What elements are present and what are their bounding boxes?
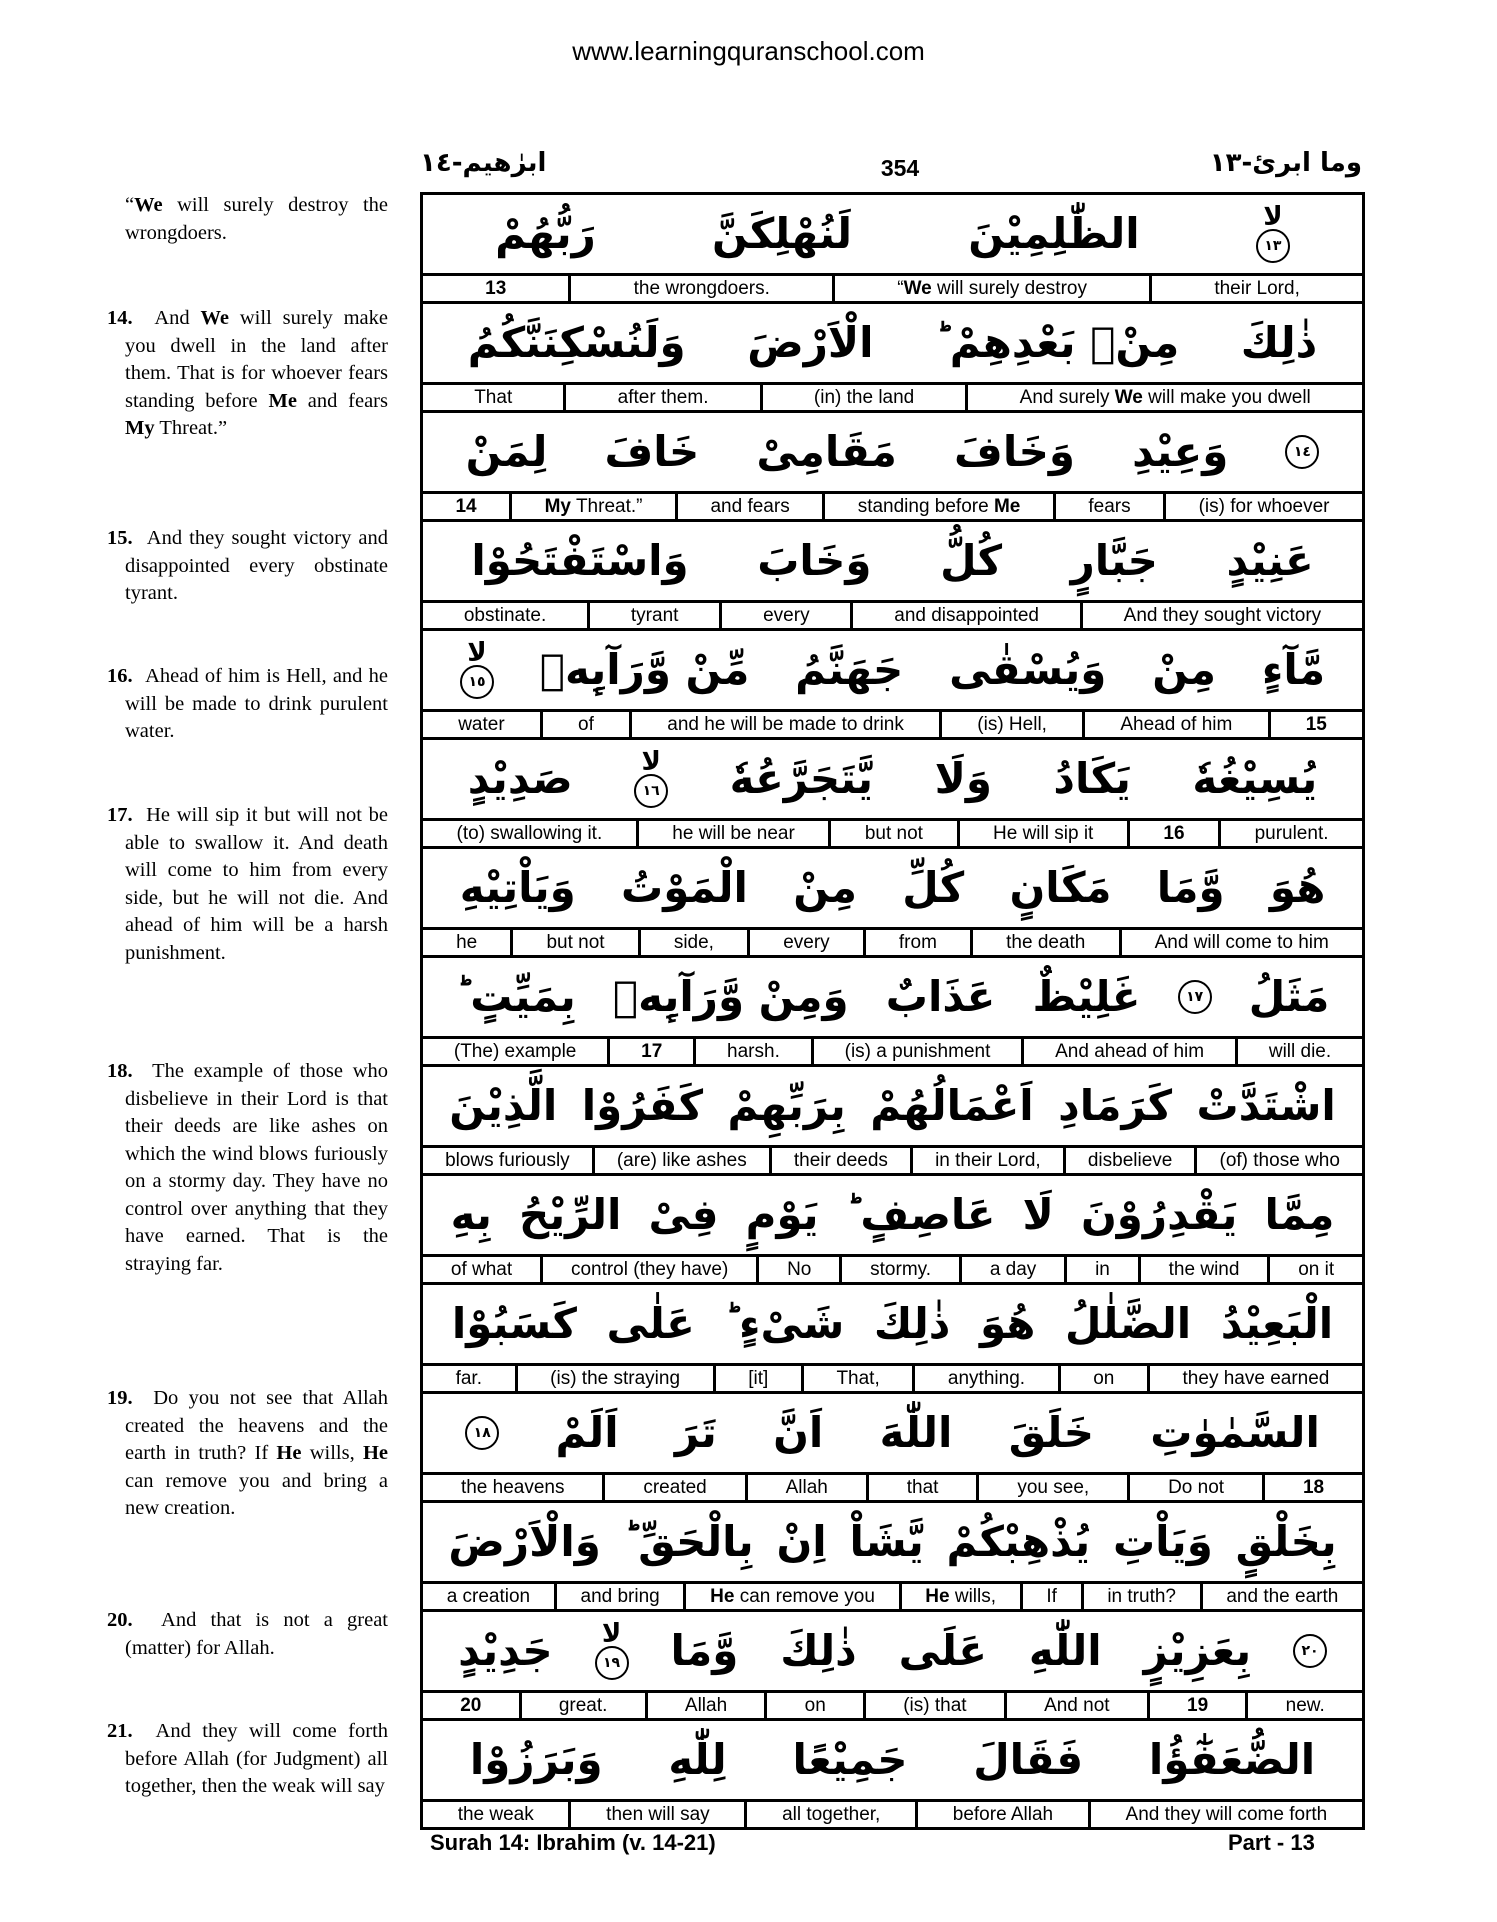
arabic-word: الضُّعَفٰٓؤُا bbox=[1148, 1735, 1316, 1784]
arabic-word: وَاسْتَفْتَحُوْا bbox=[471, 536, 689, 585]
arabic-word: مِّنْ وَّرَآىِٕهٖ bbox=[539, 645, 750, 694]
verse-number-circle-icon: ١٣ bbox=[1256, 229, 1290, 263]
arabic-word: فَقَالَ bbox=[973, 1735, 1084, 1784]
english-row bbox=[423, 494, 1362, 522]
arabic-row bbox=[423, 1067, 1362, 1148]
word-meaning-cell: but not bbox=[510, 930, 637, 955]
arabic-word: ذٰلِكَ bbox=[1240, 318, 1318, 367]
arabic-word: جَبَّارٍ bbox=[1070, 536, 1158, 585]
word-meaning-cell: He can remove you bbox=[683, 1584, 898, 1609]
arabic-row bbox=[423, 849, 1362, 930]
arabic-word: خَلَقَ bbox=[1008, 1408, 1094, 1457]
verse-number: 18. bbox=[107, 1060, 153, 1082]
english-row bbox=[423, 385, 1362, 413]
arabic-word: كُلِّ bbox=[902, 863, 965, 912]
translation-verse bbox=[107, 663, 388, 746]
verse-number: 14. bbox=[107, 307, 155, 329]
word-meaning-cell: No bbox=[756, 1257, 839, 1282]
arabic-row bbox=[423, 1285, 1362, 1366]
verse-end-marker bbox=[595, 1619, 629, 1680]
verse-number: 16. bbox=[107, 665, 146, 687]
word-meaning-cell: Allah bbox=[745, 1475, 866, 1500]
arabic-row bbox=[423, 958, 1362, 1039]
arabic-word: وَلَنُسْكِنَنَّكُمُ bbox=[467, 318, 686, 367]
arabic-word: وَيُسْقٰى bbox=[949, 645, 1107, 694]
word-meaning-cell: the heavens bbox=[460, 1477, 565, 1498]
arabic-word: كَسَبُوْا bbox=[451, 1299, 577, 1348]
arabic-word: عَلَى bbox=[898, 1626, 987, 1675]
arabic-word: يُذْهِبْكُمْ bbox=[946, 1517, 1091, 1566]
word-meaning-cell: and disappointed bbox=[850, 603, 1079, 628]
word-meaning-cell: purulent. bbox=[1218, 821, 1362, 846]
verse-number: 21. bbox=[107, 1720, 156, 1742]
arabic-word: اِنْ bbox=[776, 1517, 827, 1566]
verse-number: 17. bbox=[107, 804, 147, 826]
word-meaning-cell: of what bbox=[450, 1259, 513, 1280]
verse-number-cell: 17 bbox=[607, 1039, 693, 1064]
word-meaning-cell: they have earned bbox=[1147, 1366, 1362, 1391]
arabic-word: وَيَاْتِ bbox=[1112, 1517, 1213, 1566]
arabic-word: غَلِيْظٌ bbox=[1032, 972, 1141, 1021]
arabic-row bbox=[423, 1503, 1362, 1584]
arabic-word: كَرَمَادِ bbox=[1058, 1081, 1173, 1130]
arabic-word: بِعَزِيْزٍ bbox=[1143, 1626, 1252, 1675]
word-meaning-cell: He will sip it bbox=[957, 821, 1127, 846]
word-meaning-cell: in truth? bbox=[1081, 1584, 1200, 1609]
arabic-word: اَنَّ bbox=[773, 1408, 824, 1457]
part-footer: Part - 13 bbox=[1228, 1830, 1315, 1855]
arabic-word: مِنْۢ بَعْدِهِمْ ؕ bbox=[935, 318, 1180, 367]
verse-number-cell: 16 bbox=[1127, 821, 1218, 846]
verse-number: 19. bbox=[107, 1387, 154, 1409]
word-meaning-cell: then will say bbox=[568, 1802, 744, 1827]
word-meaning-cell: fears bbox=[1053, 494, 1163, 519]
english-row bbox=[423, 1366, 1362, 1394]
english-row bbox=[423, 1039, 1362, 1067]
verse-number-cell: 20 bbox=[460, 1695, 482, 1716]
arabic-word: تَرَ bbox=[674, 1408, 717, 1457]
word-meaning-cell: [it] bbox=[713, 1366, 801, 1391]
arabic-word: وَّمَا bbox=[670, 1626, 739, 1675]
verse-number-circle-icon: ١٩ bbox=[595, 1646, 629, 1680]
word-meaning-cell: That bbox=[474, 387, 513, 408]
word-meaning-cell: the wind bbox=[1138, 1257, 1268, 1282]
word-meaning-cell: he bbox=[456, 932, 478, 953]
arabic-word: لَا bbox=[1022, 1190, 1054, 1239]
verse-text: He will sip it but will not be able to swallow it. And death will come to him from every side, but he will not die. And ahead of him will be a harsh punishment. bbox=[125, 804, 389, 964]
arabic-word: ذٰلِكَ bbox=[780, 1626, 857, 1675]
word-meaning-cell: and bring bbox=[554, 1584, 684, 1609]
word-meaning-cell: disbelieve bbox=[1063, 1148, 1195, 1173]
surah-header-arabic: ابرٰھیم-١٤ bbox=[420, 148, 547, 178]
part-header-arabic: وما ابرئ-١٣ bbox=[1209, 148, 1362, 178]
arabic-row bbox=[423, 195, 1362, 276]
word-meaning-cell: every bbox=[719, 603, 850, 628]
word-meaning-cell: their Lord, bbox=[1149, 276, 1362, 301]
verse-number-cell: 15 bbox=[1268, 712, 1363, 737]
word-meaning-cell: he will be near bbox=[636, 821, 829, 846]
arabic-word: الْاَرْضَ bbox=[747, 318, 874, 367]
verse-number-cell: 14 bbox=[455, 496, 477, 517]
verse-number-circle-icon: ١٨ bbox=[465, 1416, 499, 1450]
verse-number-cell: 18 bbox=[1262, 1475, 1362, 1500]
word-meaning-cell: a creation bbox=[446, 1586, 531, 1607]
arabic-word: الضَّلٰلُ bbox=[1064, 1299, 1192, 1348]
word-meaning-cell: tyrant bbox=[587, 603, 719, 628]
word-meaning-cell: stormy. bbox=[839, 1257, 959, 1282]
arabic-word: مِمَّا bbox=[1264, 1190, 1335, 1239]
word-meaning-cell: (are) like ashes bbox=[592, 1148, 769, 1173]
arabic-word: عَاصِفٍ ؕ bbox=[845, 1190, 996, 1239]
verse-text: And they sought victory and disappointed every obstinate tyrant. bbox=[125, 527, 388, 604]
word-meaning-cell: And ahead of him bbox=[1021, 1039, 1235, 1064]
verse-end-marker bbox=[634, 747, 668, 808]
word-meaning-cell: Do not bbox=[1127, 1475, 1262, 1500]
arabic-word: بِرَبِّهِمْ bbox=[727, 1081, 846, 1130]
word-meaning-cell: will die. bbox=[1235, 1039, 1362, 1064]
pause-sign: لا bbox=[467, 638, 487, 668]
word-meaning-cell: (is) the straying bbox=[515, 1366, 713, 1391]
word-meaning-cell: standing before Me bbox=[822, 494, 1053, 519]
arabic-word: ذٰلِكَ bbox=[873, 1299, 951, 1348]
arabic-word: وَخَابَ bbox=[757, 536, 872, 585]
verse-number-circle-icon: ١٧ bbox=[1178, 980, 1212, 1014]
word-meaning-cell: And not bbox=[1004, 1693, 1147, 1718]
word-meaning-cell: on bbox=[1058, 1366, 1147, 1391]
word-meaning-cell: every bbox=[747, 930, 863, 955]
word-meaning-cell: a day bbox=[959, 1257, 1064, 1282]
word-meaning-cell: and the earth bbox=[1200, 1584, 1362, 1609]
translation-verse bbox=[107, 305, 388, 443]
arabic-word: مِنْ bbox=[1152, 645, 1217, 694]
pause-sign: لا bbox=[1263, 202, 1283, 232]
arabic-word: وَّمَا bbox=[1156, 863, 1225, 912]
verse-number-circle-icon: ١٥ bbox=[460, 665, 494, 699]
arabic-word: بِالْحَقِّ ؕ bbox=[623, 1517, 754, 1566]
english-row bbox=[423, 276, 1362, 304]
english-row bbox=[423, 1693, 1362, 1721]
word-meaning-cell: from bbox=[863, 930, 970, 955]
arabic-word: اللّٰهَ bbox=[879, 1408, 953, 1457]
arabic-word: وَبَرَزُوْا bbox=[469, 1735, 603, 1784]
arabic-row bbox=[423, 522, 1362, 603]
arabic-word: شَیْءٍ ؕ bbox=[724, 1299, 845, 1348]
word-meaning-cell: side, bbox=[638, 930, 747, 955]
arabic-word: هُوَ bbox=[979, 1299, 1036, 1348]
arabic-word: فِیْ bbox=[648, 1190, 719, 1239]
verse-text: Ahead of him is Hell, and he will be made to drink purulent water. bbox=[125, 665, 388, 742]
arabic-word: مَّآءٍ bbox=[1261, 645, 1326, 694]
arabic-word: لِمَنْ bbox=[465, 427, 548, 476]
arabic-row bbox=[423, 740, 1362, 821]
translation-verse bbox=[107, 1058, 388, 1278]
word-meaning-cell: water bbox=[458, 714, 505, 735]
word-meaning-cell: If bbox=[1020, 1584, 1081, 1609]
arabic-word: بِهِ bbox=[450, 1190, 492, 1239]
verse-number-cell: 19 bbox=[1147, 1693, 1246, 1718]
word-meaning-cell: on bbox=[764, 1693, 863, 1718]
arabic-word: وَيَاْتِيْهِ bbox=[459, 863, 576, 912]
translation-verse bbox=[107, 1718, 389, 1801]
arabic-word: كَفَرُوْا bbox=[581, 1081, 704, 1130]
arabic-word: الْمَوْتُ bbox=[621, 863, 748, 912]
pause-sign: لا bbox=[641, 747, 661, 777]
verse-text: And they will come forth before Allah (for Judgment) all together, then the weak will say bbox=[125, 1720, 389, 1797]
english-row bbox=[423, 1257, 1362, 1285]
word-meaning-cell: and he will be made to drink bbox=[629, 712, 939, 737]
verse-text: “We will surely destroy the wrongdoers. bbox=[125, 194, 388, 244]
arabic-word: رَبُّهُمْ bbox=[495, 209, 596, 258]
word-meaning-cell: in bbox=[1064, 1257, 1138, 1282]
arabic-row bbox=[423, 1394, 1362, 1475]
arabic-word: يَوْمٍ bbox=[745, 1190, 819, 1239]
verse-text: The example of those who disbelieve in their Lord is that their deeds are like ashes on which the wind blows furiously on a stormy day. They have no control over anything that they have earned. That is the straying far. bbox=[125, 1060, 388, 1275]
arabic-word: خَافَ bbox=[604, 427, 700, 476]
translation-verse bbox=[107, 1385, 388, 1523]
arabic-word: جَمِيْعًا bbox=[792, 1735, 908, 1784]
verse-end-marker bbox=[1256, 202, 1290, 263]
arabic-row bbox=[423, 1612, 1362, 1693]
word-meaning-cell: great. bbox=[519, 1693, 645, 1718]
arabic-row bbox=[423, 631, 1362, 712]
word-meaning-cell: the death bbox=[970, 930, 1118, 955]
word-meaning-cell: their deeds bbox=[769, 1148, 910, 1173]
verse-end-marker bbox=[460, 638, 494, 699]
arabic-row bbox=[423, 413, 1362, 494]
word-meaning-cell: created bbox=[602, 1475, 744, 1500]
arabic-word: وَمِنْ وَّرَآىِٕهٖ bbox=[612, 972, 849, 1021]
arabic-word: صَدِيْدٍ bbox=[467, 754, 573, 803]
word-meaning-cell: Allah bbox=[645, 1693, 765, 1718]
word-meaning-cell: And surely We will make you dwell bbox=[965, 385, 1362, 410]
arabic-word: مَثَلُ bbox=[1248, 972, 1330, 1021]
translation-verse bbox=[107, 802, 389, 967]
word-meaning-cell: My Threat.” bbox=[509, 494, 675, 519]
word-meaning-cell: but not bbox=[828, 821, 956, 846]
arabic-word: السَّمٰوٰتِ bbox=[1150, 1408, 1320, 1457]
english-row bbox=[423, 603, 1362, 631]
word-meaning-cell: “We will surely destroy bbox=[832, 276, 1149, 301]
surah-footer: Surah 14: Ibrahim (v. 14-21) bbox=[430, 1830, 716, 1855]
arabic-word: اَعْمَالُهُمْ bbox=[870, 1081, 1034, 1130]
arabic-word: يَقْدِرُوْنَ bbox=[1080, 1190, 1238, 1239]
arabic-word: يَّشَاْ bbox=[849, 1517, 924, 1566]
word-meaning-cell: on it bbox=[1267, 1257, 1362, 1282]
word-meaning-cell: harsh. bbox=[693, 1039, 811, 1064]
arabic-row bbox=[423, 1176, 1362, 1257]
verse-number: 20. bbox=[107, 1609, 162, 1631]
arabic-word: عَذَابٌ bbox=[885, 972, 996, 1021]
word-meaning-cell: And they sought victory bbox=[1080, 603, 1362, 628]
arabic-row bbox=[423, 1721, 1362, 1802]
word-meaning-cell: (in) the land bbox=[760, 385, 966, 410]
word-meaning-cell: new. bbox=[1245, 1693, 1362, 1718]
word-meaning-cell: anything. bbox=[912, 1366, 1057, 1391]
word-meaning-cell: of bbox=[540, 712, 629, 737]
arabic-word: جَدِيْدٍ bbox=[458, 1626, 553, 1675]
word-meaning-cell: Ahead of him bbox=[1082, 712, 1267, 737]
verse-text: And We will surely make you dwell in the land after them. That is for whoever fears standing before Me and fears My Threat.” bbox=[125, 307, 388, 439]
arabic-word: اشْتَدَّتْ bbox=[1196, 1081, 1336, 1130]
arabic-word: مَقَامِیْ bbox=[756, 427, 897, 476]
word-meaning-cell: (to) swallowing it. bbox=[456, 823, 603, 844]
arabic-word: الرِّيْحُ bbox=[519, 1190, 622, 1239]
word-meaning-cell: (of) those who bbox=[1194, 1148, 1362, 1173]
english-row bbox=[423, 1475, 1362, 1503]
page-number: 354 bbox=[880, 155, 920, 181]
arabic-word: لِلّٰهِ bbox=[668, 1735, 727, 1784]
word-meaning-cell: after them. bbox=[563, 385, 759, 410]
word-meaning-cell: before Allah bbox=[915, 1802, 1088, 1827]
translation-verse bbox=[107, 525, 388, 608]
translation-verse bbox=[125, 192, 388, 247]
verse-number-circle-icon: ١٤ bbox=[1285, 435, 1319, 469]
word-meaning-cell: (is) Hell, bbox=[939, 712, 1082, 737]
verse-end-marker bbox=[465, 1416, 499, 1450]
word-meaning-cell: that bbox=[866, 1475, 977, 1500]
verse-end-marker bbox=[1285, 435, 1319, 469]
english-row bbox=[423, 712, 1362, 740]
word-by-word-table bbox=[420, 192, 1365, 1830]
word-meaning-cell: blows furiously bbox=[445, 1150, 570, 1171]
english-row bbox=[423, 1584, 1362, 1612]
arabic-word: عَلٰى bbox=[606, 1299, 695, 1348]
verse-number-circle-icon: ٢٠ bbox=[1293, 1634, 1327, 1668]
arabic-word: كُلُّ bbox=[940, 536, 1003, 585]
verse-number-cell: 13 bbox=[485, 278, 507, 299]
pause-sign: لا bbox=[601, 1619, 622, 1649]
translation-column bbox=[107, 0, 389, 1922]
arabic-word: بِخَلْقٍ bbox=[1235, 1517, 1337, 1566]
word-meaning-cell: the wrongdoers. bbox=[568, 276, 832, 301]
arabic-row bbox=[423, 304, 1362, 385]
word-meaning-cell: in their Lord, bbox=[910, 1148, 1063, 1173]
arabic-word: يُسِيْغُهٗ bbox=[1192, 754, 1318, 803]
english-row bbox=[423, 821, 1362, 849]
word-meaning-cell: That, bbox=[801, 1366, 912, 1391]
arabic-word: يَكَادُ bbox=[1053, 754, 1131, 803]
word-meaning-cell: all together, bbox=[744, 1802, 915, 1827]
english-row bbox=[423, 1148, 1362, 1176]
arabic-word: مَكَانٍ bbox=[1009, 863, 1112, 912]
arabic-word: وَالْاَرْضَ bbox=[448, 1517, 601, 1566]
arabic-word: بِمَيِّتٍ ؕ bbox=[455, 972, 576, 1021]
arabic-word: اللّٰهِ bbox=[1028, 1626, 1102, 1675]
english-row bbox=[423, 1802, 1362, 1827]
arabic-word: اَلَمْ bbox=[555, 1408, 619, 1457]
word-meaning-cell: the weak bbox=[457, 1804, 534, 1825]
arabic-word: الَّذِيْنَ bbox=[449, 1081, 558, 1130]
verse-end-marker bbox=[1178, 980, 1212, 1014]
word-meaning-cell: (is) that bbox=[863, 1693, 1004, 1718]
verse-text: And that is not a great (matter) for Allah. bbox=[125, 1609, 389, 1659]
word-meaning-cell: (is) for whoever bbox=[1163, 494, 1362, 519]
verse-text: Do you not see that Allah created the heavens and the earth in truth? If He wills, He can remove you and bring a new creation. bbox=[125, 1387, 388, 1519]
site-url: www.learningquranschool.com bbox=[572, 36, 925, 66]
arabic-word: يَّتَجَرَّعُهٗ bbox=[729, 754, 874, 803]
verse-end-marker bbox=[1293, 1634, 1327, 1668]
arabic-word: عَنِيْدٍ bbox=[1226, 536, 1314, 585]
word-meaning-cell: And will come to him bbox=[1119, 930, 1362, 955]
arabic-word: وَلَا bbox=[934, 754, 992, 803]
english-row bbox=[423, 930, 1362, 958]
arabic-word: وَعِيْدِ bbox=[1132, 427, 1229, 476]
word-meaning-cell: control (they have) bbox=[540, 1257, 756, 1282]
word-meaning-cell: (The) example bbox=[453, 1041, 577, 1062]
word-meaning-cell: obstinate. bbox=[463, 605, 547, 626]
arabic-word: وَخَافَ bbox=[954, 427, 1075, 476]
arabic-word: الْبَعِيْدُ bbox=[1220, 1299, 1334, 1348]
arabic-word: مِنْ bbox=[793, 863, 857, 912]
word-meaning-cell: He wills, bbox=[899, 1584, 1020, 1609]
arabic-word: لَنُهْلِكَنَّ bbox=[712, 209, 853, 258]
verse-number-circle-icon: ١٦ bbox=[634, 774, 668, 808]
arabic-word: هُوَ bbox=[1269, 863, 1326, 912]
word-meaning-cell: (is) a punishment bbox=[811, 1039, 1022, 1064]
verse-number: 15. bbox=[107, 527, 147, 549]
word-meaning-cell: far. bbox=[455, 1368, 482, 1389]
word-meaning-cell: and fears bbox=[675, 494, 822, 519]
arabic-word: الظّٰلِمِيْنَ bbox=[968, 209, 1140, 258]
word-meaning-cell: you see, bbox=[976, 1475, 1127, 1500]
word-meaning-cell: And they will come forth bbox=[1088, 1802, 1362, 1827]
arabic-word: جَهَنَّمُ bbox=[795, 645, 904, 694]
translation-verse bbox=[107, 1607, 389, 1662]
